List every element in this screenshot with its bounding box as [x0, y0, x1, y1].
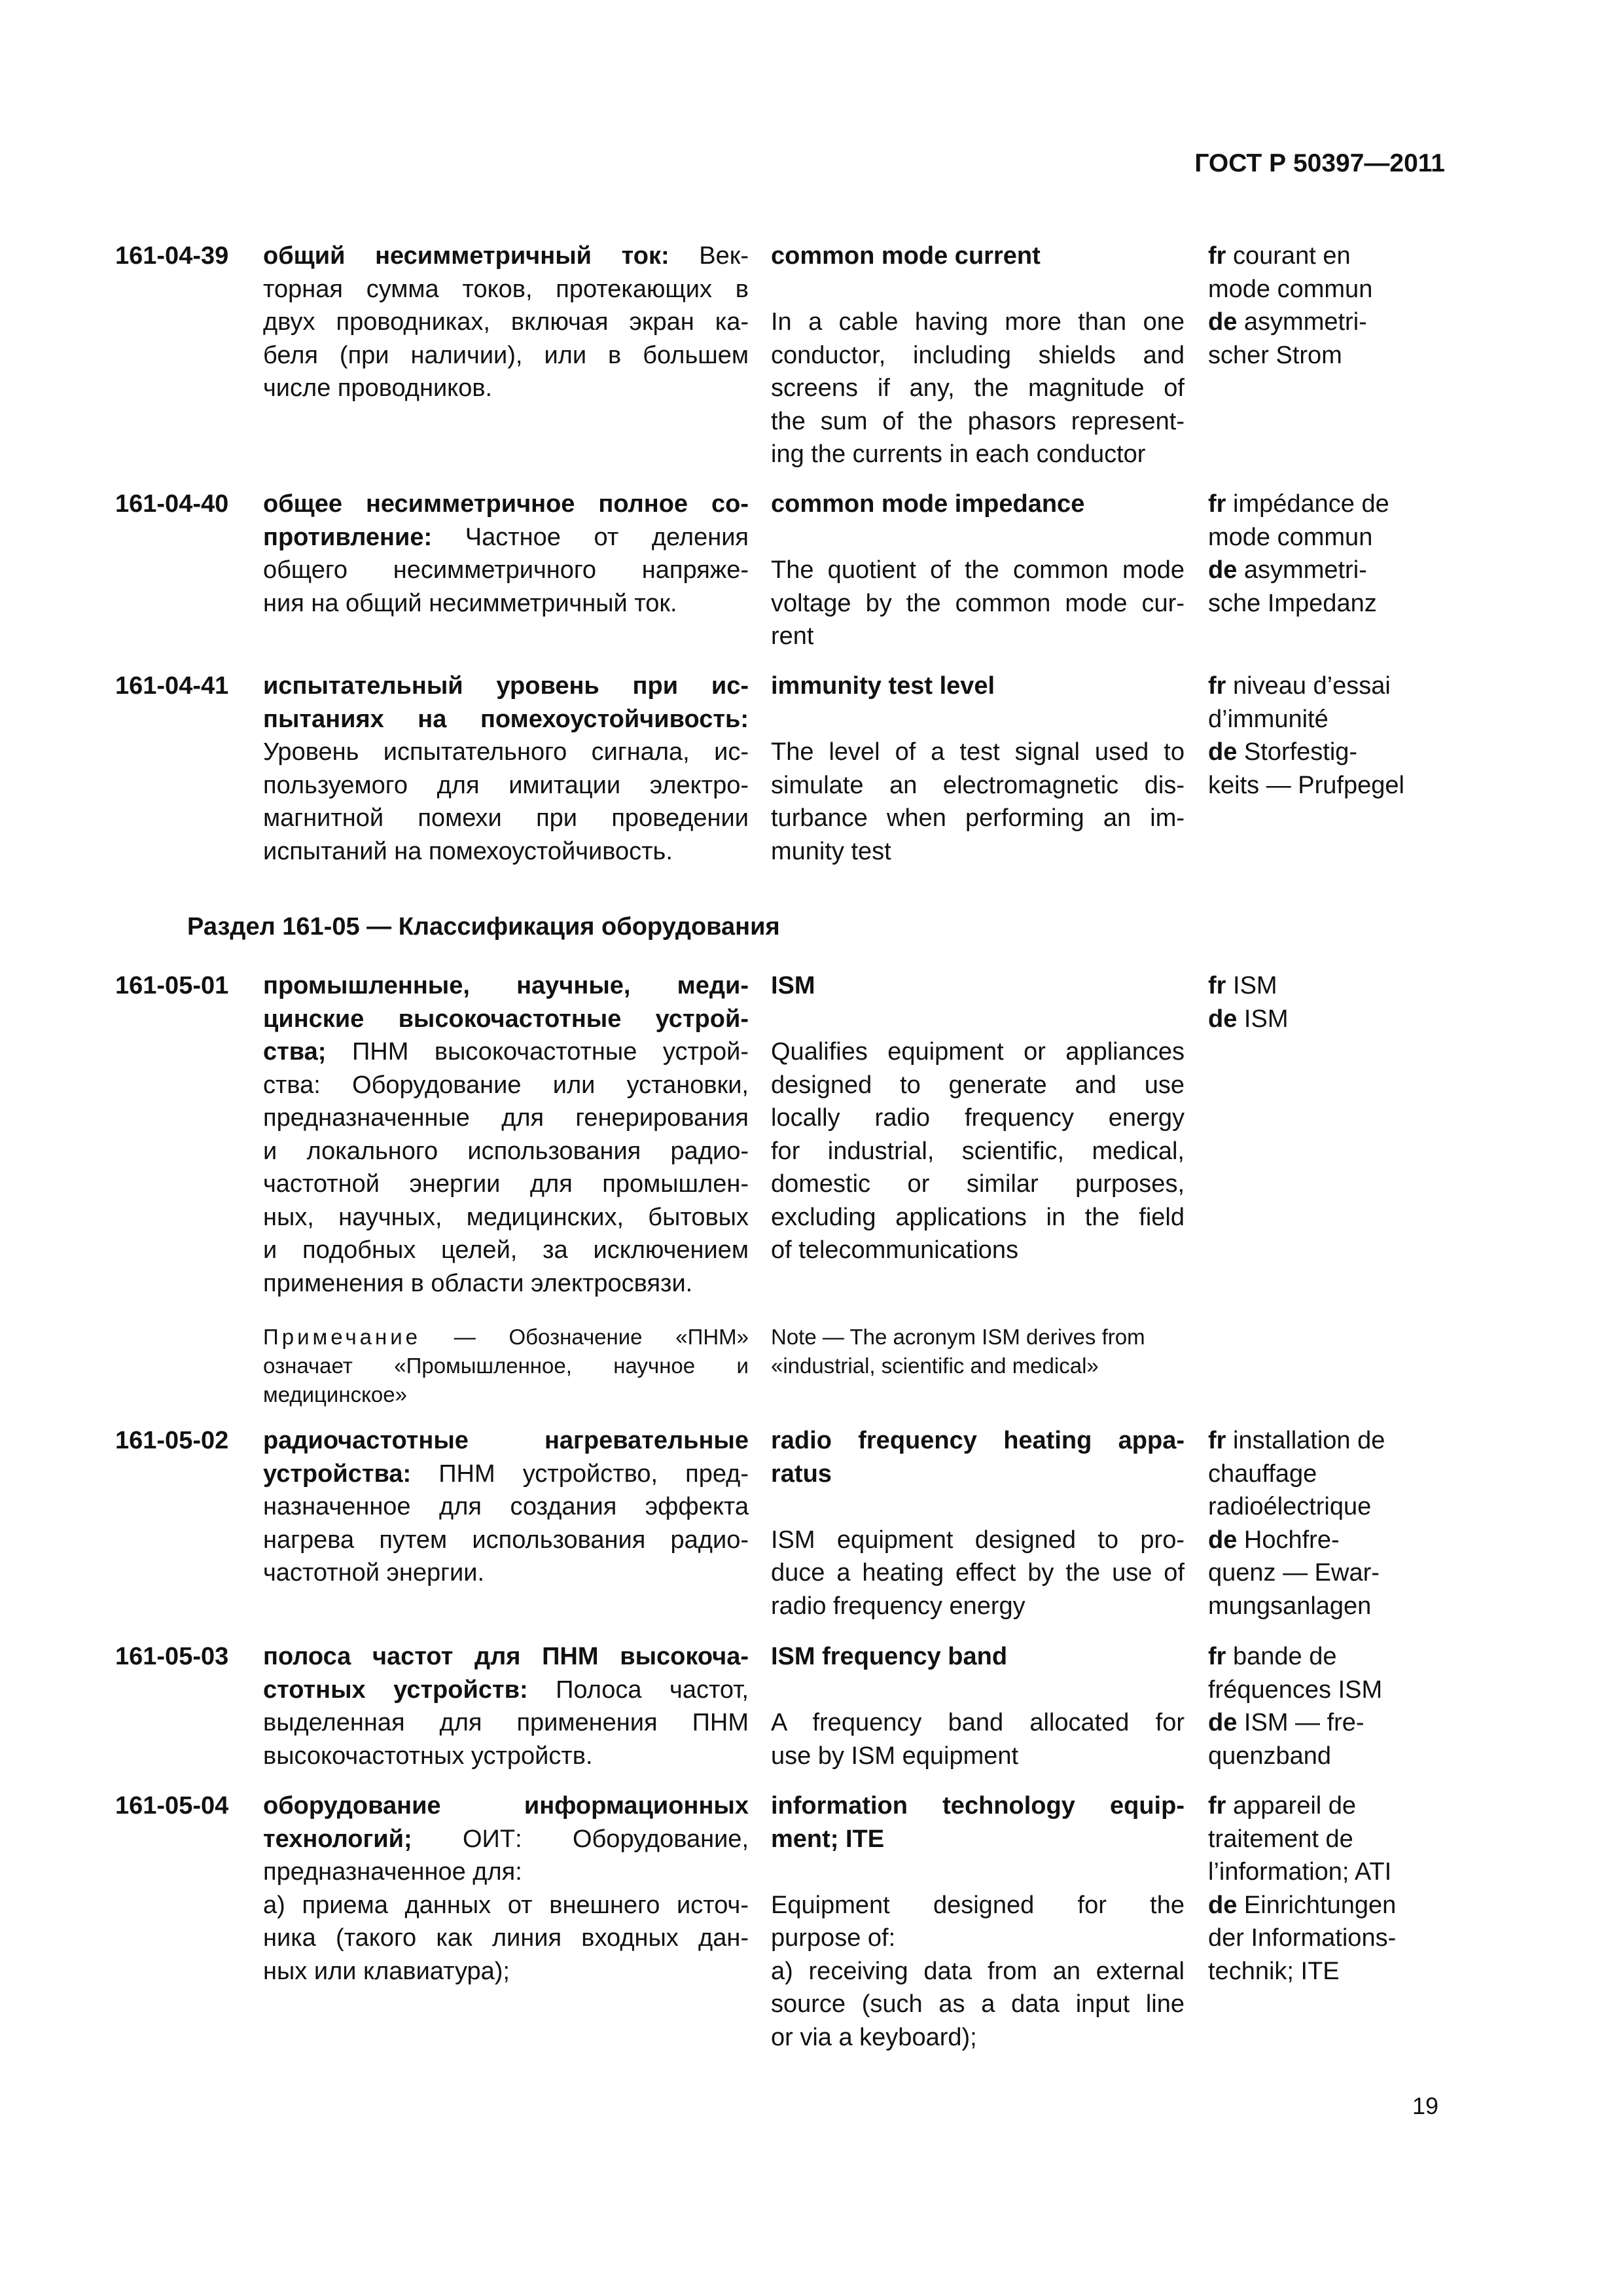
other-language-equivalents: [1208, 1424, 1450, 1623]
en-text: simulate an electromagnetic dis-: [771, 771, 1185, 799]
english-term: ratus: [771, 1460, 832, 1488]
russian-term: общее несимметричное полное со-: [263, 490, 749, 518]
russian-term: технологий;: [263, 1825, 412, 1853]
fr-term: l’information; ATI: [1208, 1858, 1392, 1886]
english-term: ISM frequency band: [771, 1643, 1008, 1670]
russian-definition: [263, 670, 749, 868]
english-term: common mode impedance: [771, 490, 1085, 518]
en-text: Equipment designed for the: [771, 1891, 1185, 1919]
section-heading: Раздел 161-05 — Классификация оборудования: [187, 913, 780, 941]
ru-text: торная сумма токов, протекающих в: [263, 275, 749, 303]
de-term: scher Strom: [1208, 341, 1342, 369]
en-text: The quotient of the common mode: [771, 556, 1185, 584]
ru-text: ПНМ высокочастотные устрой-: [326, 1038, 749, 1066]
fr-term: radioélectrique: [1208, 1493, 1372, 1520]
ru-text: назначенное для создания эффекта: [263, 1493, 749, 1520]
fr-term: mode commun: [1208, 275, 1373, 303]
de-term: asymmetri-: [1237, 556, 1367, 584]
ru-text: Частное от деления: [432, 523, 749, 551]
ru-text: Век-: [669, 242, 749, 270]
en-text: for industrial, scientific, medical,: [771, 1137, 1185, 1165]
de-term: keits — Prufpegel: [1208, 771, 1404, 799]
other-language-equivalents: [1208, 488, 1450, 620]
note-english: [771, 1323, 1190, 1380]
entry-number: 161-04-39: [115, 242, 229, 270]
en-text: use by ISM equipment: [771, 1742, 1019, 1770]
english-definition: [771, 969, 1185, 1267]
lang-code-fr: fr: [1208, 1643, 1226, 1670]
entry-number: 161-05-04: [115, 1792, 229, 1820]
ru-text: частотной энергии для промышлен-: [263, 1170, 749, 1198]
fr-term: installation de: [1226, 1427, 1385, 1454]
fr-term: fréquences ISM: [1208, 1676, 1383, 1704]
russian-term: полоса частот для ПНМ высокоча-: [263, 1643, 749, 1670]
lang-code-fr: fr: [1208, 242, 1226, 270]
russian-term: устройства:: [263, 1460, 412, 1488]
en-text: locally radio frequency energy: [771, 1104, 1185, 1132]
russian-definition: [263, 969, 749, 1300]
de-term: der Informations-: [1208, 1924, 1397, 1952]
entry-number: 161-05-02: [115, 1427, 229, 1454]
russian-term: испытательный уровень при ис-: [263, 672, 749, 700]
en-text: rent: [771, 622, 814, 650]
english-definition: [771, 1789, 1185, 2054]
english-term: information technology equip-: [771, 1792, 1185, 1820]
english-term: radio frequency heating appa-: [771, 1427, 1185, 1454]
russian-definition: [263, 1640, 749, 1772]
english-definition: [771, 670, 1185, 868]
lang-code-de: de: [1208, 308, 1238, 336]
en-text: Qualifies equipment or appliances: [771, 1038, 1185, 1066]
note-russian: [263, 1323, 749, 1409]
ru-text: двух проводниках, включая экран ка-: [263, 308, 749, 336]
en-text: conductor, including shields and: [771, 341, 1185, 369]
en-text: a) receiving data from an external: [771, 1957, 1185, 1985]
lang-code-de: de: [1208, 1005, 1238, 1033]
en-text: The level of a test signal used to: [771, 738, 1185, 766]
ru-text: и подобных целей, за исключением: [263, 1236, 749, 1264]
lang-code-fr: fr: [1208, 672, 1226, 700]
entry-number: 161-05-03: [115, 1643, 229, 1670]
ru-text: числе проводников.: [263, 374, 493, 402]
lang-code-de: de: [1208, 1891, 1238, 1919]
english-term: ISM: [771, 972, 815, 999]
en-text: A frequency band allocated for: [771, 1709, 1185, 1736]
note-text: медицинское»: [263, 1382, 407, 1407]
en-text: munity test: [771, 837, 891, 865]
entry-number: 161-04-40: [115, 490, 229, 518]
ru-text: беля (при наличии), или в большем: [263, 341, 749, 369]
ru-text: ства: Оборудование или установки,: [263, 1071, 749, 1099]
de-term: Storfestig-: [1237, 738, 1358, 766]
de-term: mungsanlagen: [1208, 1592, 1372, 1620]
de-term: asymmetri-: [1237, 308, 1367, 336]
russian-definition: [263, 1424, 749, 1590]
en-text: of telecommunications: [771, 1236, 1019, 1264]
ru-text: ных, научных, медицинских, бытовых: [263, 1203, 749, 1231]
fr-term: mode commun: [1208, 523, 1373, 551]
english-definition: [771, 240, 1185, 471]
note-text: означает «Промышленное, научное и: [263, 1354, 749, 1378]
russian-term: общий несимметричный ток:: [263, 242, 669, 270]
russian-term: пытаниях на помехоустойчивость:: [263, 705, 749, 733]
page-number: 19: [1412, 2092, 1438, 2119]
entry-number: 161-05-01: [115, 972, 229, 999]
fr-term: niveau d’essai: [1226, 672, 1391, 700]
lang-code-fr: fr: [1208, 490, 1226, 518]
lang-code-fr: fr: [1208, 972, 1226, 999]
de-term: Hochfre-: [1237, 1526, 1340, 1554]
ru-text: ных или клавиатура);: [263, 1957, 510, 1985]
note-label: Примечание: [263, 1325, 421, 1349]
de-term: quenz — Ewar-: [1208, 1559, 1380, 1587]
ru-text: ПНМ устройство, пред-: [411, 1460, 749, 1488]
other-language-equivalents: [1208, 1789, 1450, 1988]
english-term: ment; ITE: [771, 1825, 885, 1853]
de-term: technik; ITE: [1208, 1957, 1340, 1985]
ru-text: выделенная для применения ПНМ: [263, 1709, 749, 1736]
fr-term: courant en: [1226, 242, 1351, 270]
note-text: «industrial, scientific and medical»: [771, 1354, 1099, 1378]
standard-designation: ГОСТ Р 50397—2011: [1194, 149, 1445, 177]
ru-text: Полоса частот,: [527, 1676, 749, 1704]
ru-text: магнитной помехи при проведении: [263, 804, 749, 832]
russian-term: промышленные, научные, меди-: [263, 972, 749, 999]
en-text: In a cable having more than one: [771, 308, 1185, 336]
note-text: Note — The acronym ISM derives from: [771, 1325, 1145, 1349]
en-text: or via a keyboard);: [771, 2023, 977, 2051]
lang-code-fr: fr: [1208, 1427, 1226, 1454]
russian-term: ства;: [263, 1038, 327, 1066]
en-text: turbance when performing an im-: [771, 804, 1185, 832]
en-text: domestic or similar purposes,: [771, 1170, 1185, 1198]
ru-text: Уровень испытательного сигнала, ис-: [263, 738, 749, 766]
other-language-equivalents: [1208, 240, 1450, 372]
fr-term: traitement de: [1208, 1825, 1353, 1853]
de-term: ISM: [1237, 1005, 1289, 1033]
ru-text: пользуемого для имитации электро-: [263, 771, 749, 799]
en-text: radio frequency energy: [771, 1592, 1026, 1620]
ru-text: и локального использования радио-: [263, 1137, 749, 1165]
russian-term: противление:: [263, 523, 433, 551]
ru-text: а) приема данных от внешнего источ-: [263, 1891, 749, 1919]
ru-text: предназначенное для:: [263, 1858, 522, 1886]
fr-term: chauffage: [1208, 1460, 1317, 1488]
de-term: Einrichtungen: [1237, 1891, 1397, 1919]
fr-term: ISM: [1226, 972, 1277, 999]
ru-text: общего несимметричного напряже-: [263, 556, 749, 584]
en-text: excluding applications in the field: [771, 1203, 1185, 1231]
russian-term: оборудование информационных: [263, 1792, 749, 1820]
english-definition: [771, 1640, 1185, 1772]
en-text: screens if any, the magnitude of: [771, 374, 1185, 402]
lang-code-de: de: [1208, 1709, 1238, 1736]
english-definition: [771, 1424, 1185, 1623]
english-term: common mode current: [771, 242, 1041, 270]
other-language-equivalents: [1208, 1640, 1450, 1772]
de-term: ISM — fre-: [1237, 1709, 1364, 1736]
russian-term: цинские высокочастотные устрой-: [263, 1005, 749, 1033]
lang-code-fr: fr: [1208, 1792, 1226, 1820]
ru-text: ОИТ: Оборудование,: [412, 1825, 749, 1853]
english-definition: [771, 488, 1185, 653]
ru-text: ника (такого как линия входных дан-: [263, 1924, 749, 1952]
ru-text: испытаний на помехоустойчивость.: [263, 837, 673, 865]
other-language-equivalents: [1208, 670, 1450, 802]
lang-code-de: de: [1208, 556, 1238, 584]
fr-term: d’immunité: [1208, 705, 1329, 733]
entry-number: 161-04-41: [115, 672, 229, 700]
ru-text: частотной энергии.: [263, 1559, 485, 1587]
english-term: immunity test level: [771, 672, 995, 700]
ru-text: ния на общий несимметричный ток.: [263, 589, 677, 617]
en-text: the sum of the phasors represent-: [771, 407, 1185, 435]
note-text: — Обозначение «ПНМ»: [421, 1325, 749, 1349]
other-language-equivalents: [1208, 969, 1450, 1035]
de-term: quenzband: [1208, 1742, 1332, 1770]
en-text: ISM equipment designed to pro-: [771, 1526, 1185, 1554]
fr-term: impédance de: [1226, 490, 1389, 518]
russian-term: стотных устройств:: [263, 1676, 528, 1704]
fr-term: appareil de: [1226, 1792, 1357, 1820]
en-text: purpose of:: [771, 1924, 896, 1952]
russian-definition: [263, 240, 749, 405]
russian-definition: [263, 1789, 749, 1988]
russian-term: радиочастотные нагревательные: [263, 1427, 749, 1454]
russian-definition: [263, 488, 749, 620]
en-text: source (such as a data input line: [771, 1990, 1185, 2018]
ru-text: высокочастотных устройств.: [263, 1742, 593, 1770]
fr-term: bande de: [1226, 1643, 1337, 1670]
ru-text: нагрева путем использования радио-: [263, 1526, 749, 1554]
en-text: ing the currents in each conductor: [771, 440, 1146, 468]
ru-text: предназначенные для генерирования: [263, 1104, 749, 1132]
de-term: sche Impedanz: [1208, 589, 1377, 617]
en-text: duce a heating effect by the use of: [771, 1559, 1185, 1587]
en-text: voltage by the common mode cur-: [771, 589, 1185, 617]
lang-code-de: de: [1208, 1526, 1238, 1554]
lang-code-de: de: [1208, 738, 1238, 766]
en-text: designed to generate and use: [771, 1071, 1185, 1099]
ru-text: применения в области электросвязи.: [263, 1269, 693, 1297]
